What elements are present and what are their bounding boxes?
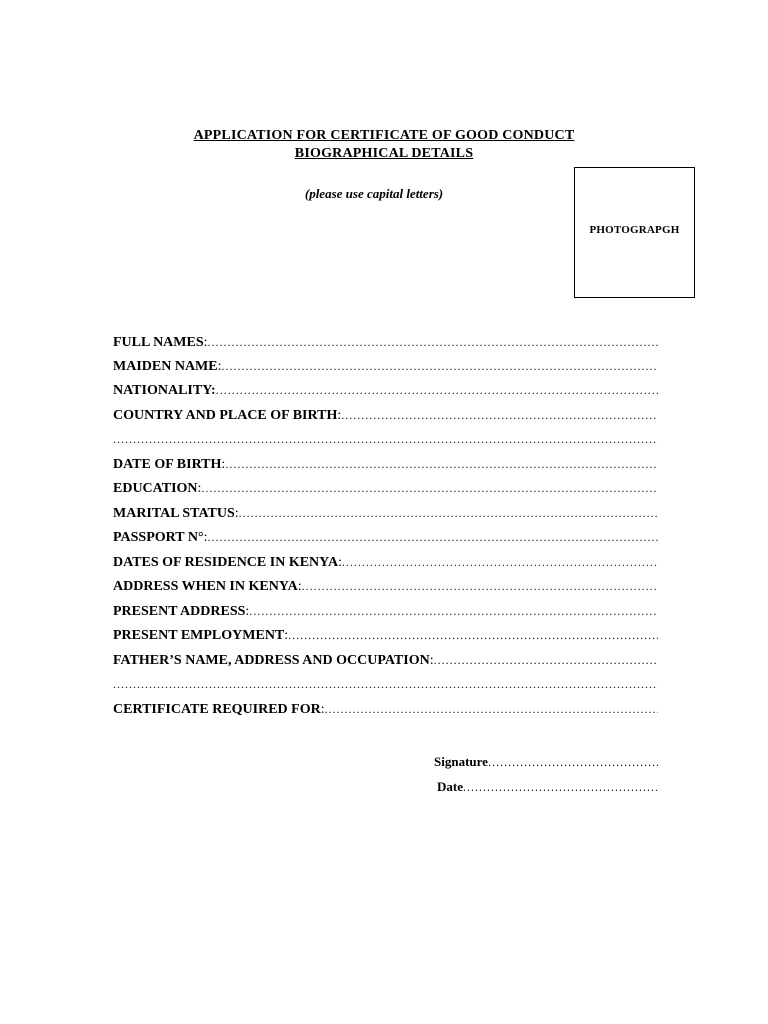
field-present-address[interactable] — [113, 602, 658, 620]
signature-fill-line[interactable] — [488, 753, 658, 771]
field-date-of-birth[interactable] — [113, 455, 658, 473]
field-label: PRESENT EMPLOYMENT — [113, 628, 285, 643]
field-certificate-required-for[interactable] — [113, 700, 658, 718]
fill-line[interactable] — [288, 626, 658, 644]
date-fill-line[interactable] — [463, 778, 658, 796]
field-education[interactable] — [113, 479, 658, 497]
field-nationality[interactable] — [113, 381, 658, 399]
field-label: FULL NAMES — [113, 335, 204, 350]
field-separator: : — [234, 506, 239, 521]
fill-line[interactable] — [249, 602, 658, 620]
field-label: CERTIFICATE REQUIRED FOR — [113, 702, 321, 717]
field-passport-number[interactable] — [113, 528, 658, 546]
signature-label: Signature — [434, 754, 488, 769]
field-address-when-in-kenya[interactable] — [113, 577, 658, 595]
fill-line[interactable] — [113, 675, 658, 693]
document-subtitle: BIOGRAPHICAL DETAILS — [294, 146, 474, 161]
field-separator: : — [203, 530, 208, 545]
field-marital-status[interactable] — [113, 504, 658, 522]
field-fathers-details[interactable] — [113, 651, 658, 669]
field-label: ADDRESS WHEN IN KENYA — [113, 579, 298, 594]
field-label: MAIDEN NAME — [113, 359, 218, 374]
field-label: DATES OF RESIDENCE IN KENYA — [113, 555, 339, 570]
date-line[interactable] — [437, 778, 658, 796]
fill-line[interactable] — [434, 651, 658, 669]
field-maiden-name[interactable] — [113, 357, 658, 375]
field-separator: : — [337, 408, 342, 423]
field-label: EDUCATION — [113, 481, 198, 496]
field-label: MARITAL STATUS — [113, 506, 235, 521]
field-separator: : — [297, 579, 302, 594]
field-label: PASSPORT N° — [113, 530, 204, 545]
fill-line[interactable] — [207, 528, 658, 546]
field-present-employment[interactable] — [113, 626, 658, 644]
fill-line[interactable] — [325, 700, 658, 718]
field-label: DATE OF BIRTH — [113, 457, 222, 472]
instruction-text: (please use capital letters) — [304, 186, 444, 201]
fill-line[interactable] — [201, 479, 658, 497]
fill-line[interactable] — [341, 406, 658, 424]
date-label: Date — [437, 779, 463, 794]
field-label: PRESENT ADDRESS — [113, 604, 246, 619]
fill-line[interactable] — [208, 333, 658, 351]
field-separator: : — [217, 359, 222, 374]
field-full-names[interactable] — [113, 333, 658, 351]
field-separator: : — [338, 555, 342, 570]
photograph-label: PHOTOGRAPGH — [589, 224, 680, 236]
field-dates-of-residence[interactable] — [113, 553, 658, 571]
signature-line[interactable] — [434, 753, 658, 771]
field-country-place-of-birth[interactable] — [113, 406, 658, 424]
field-label: COUNTRY AND PLACE OF BIRTH — [113, 408, 338, 423]
field-separator: : — [429, 653, 434, 668]
field-country-place-of-birth-continued[interactable] — [113, 430, 658, 448]
field-label: FATHER’S NAME, ADDRESS AND OCCUPATION — [113, 653, 430, 668]
fill-line[interactable] — [239, 504, 658, 522]
fill-line[interactable] — [216, 381, 658, 399]
fill-line[interactable] — [113, 430, 658, 448]
fill-line[interactable] — [342, 553, 658, 571]
fill-line[interactable] — [225, 455, 658, 473]
field-separator: : — [203, 335, 208, 350]
field-separator: : — [245, 604, 250, 619]
field-separator: : — [221, 457, 226, 472]
field-separator: : — [284, 628, 289, 643]
field-separator: : — [320, 702, 325, 717]
field-separator: : — [197, 481, 202, 496]
field-fathers-details-continued[interactable] — [113, 675, 658, 693]
fill-line[interactable] — [302, 577, 658, 595]
photograph-box — [574, 167, 695, 298]
field-label: NATIONALITY: — [113, 383, 216, 398]
fill-line[interactable] — [222, 357, 659, 375]
document-title: APPLICATION FOR CERTIFICATE OF GOOD CONDUCT — [193, 128, 575, 143]
